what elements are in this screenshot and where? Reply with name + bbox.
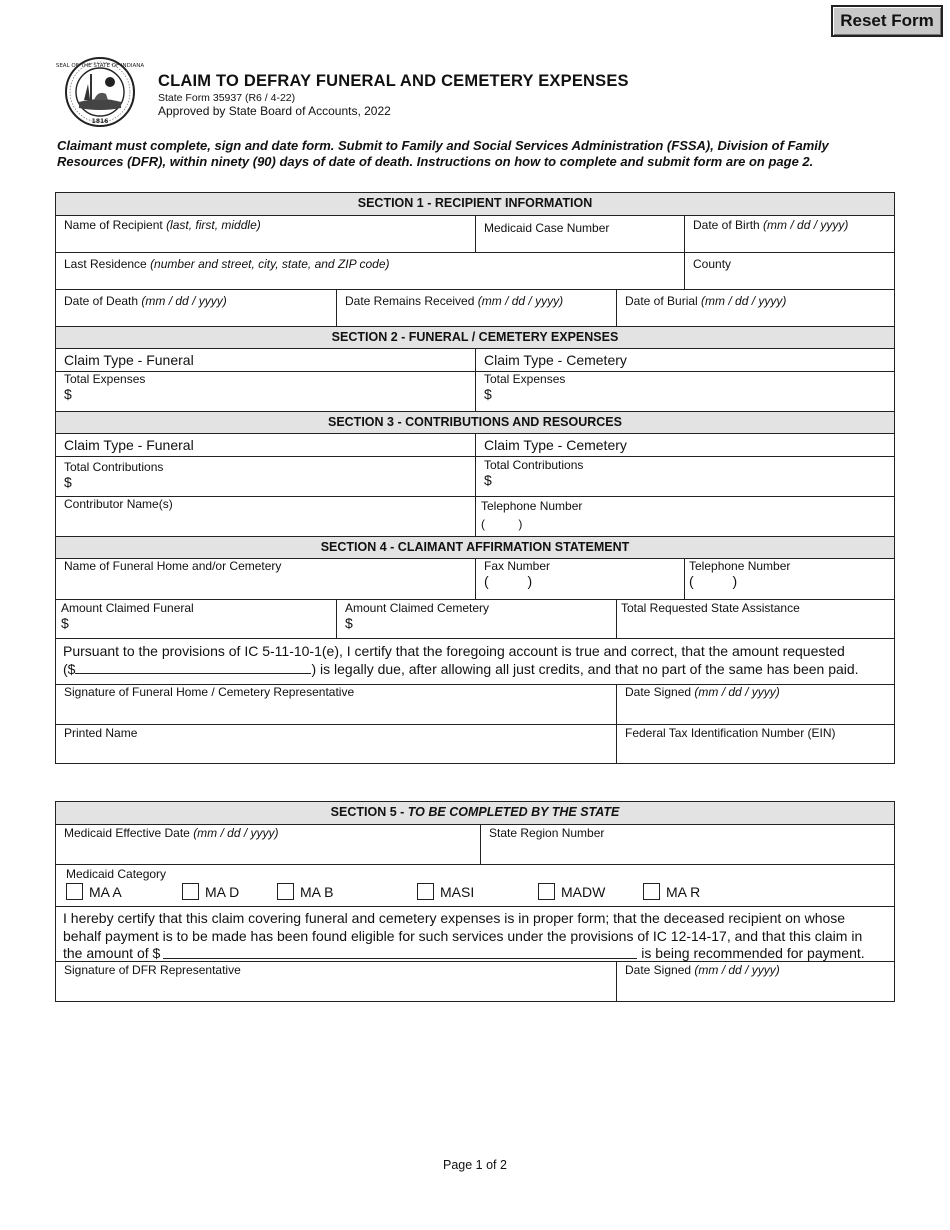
currency-symbol: $ (484, 386, 492, 402)
medicaid-effective-date-field[interactable] (56, 825, 480, 864)
dfr-certification-statement (56, 907, 894, 961)
checkbox-ma-b[interactable] (277, 883, 417, 900)
checkbox-box[interactable] (66, 883, 83, 900)
dfr-signature-field[interactable] (56, 962, 616, 1001)
remains-label: Date Remains Received (345, 294, 475, 308)
affirmation-line-2: ) is legally due, after allowing all just credits, and that no part of the same has been paid. (311, 660, 859, 677)
checkbox-label: MASI (440, 883, 475, 900)
funeral-home-label: Name of Funeral Home and/or Cemetery (64, 559, 282, 573)
checkbox-label: MADW (561, 883, 606, 900)
date-signed-hint: (mm / dd / yyyy) (694, 685, 780, 699)
funeral-home-name-field[interactable] (56, 559, 475, 599)
checkbox-masi[interactable] (417, 883, 538, 900)
dfr-date-hint: (mm / dd / yyyy) (694, 963, 780, 977)
effective-hint: (mm / dd / yyyy) (193, 826, 279, 840)
ein-field[interactable] (616, 725, 894, 763)
amt-cemetery-label: Amount Claimed Cemetery (345, 601, 490, 615)
checkbox-ma-d[interactable] (182, 883, 277, 900)
seal-text: SEAL OF THE STATE OF INDIANA (55, 63, 145, 69)
residence-label: Last Residence (64, 257, 147, 271)
residence-hint: (number and street, city, state, and ZIP code) (150, 257, 390, 271)
claim-type-funeral: Claim Type - Funeral (64, 352, 194, 368)
dfr-date-signed-field[interactable] (616, 962, 894, 1001)
dob-hint: (mm / dd / yyyy) (763, 218, 849, 232)
funeral-contributions-label: Total Contributions (64, 460, 164, 474)
cemetery-contributions-label: Total Contributions (484, 458, 584, 472)
reset-form-button[interactable]: Reset Form (831, 5, 943, 37)
date-signed-label: Date Signed (625, 685, 692, 699)
burial-hint: (mm / dd / yyyy) (701, 294, 787, 308)
requested-amount-input[interactable] (75, 661, 311, 674)
medicaid-case-label: Medicaid Case Number (484, 221, 610, 235)
recommended-amount-input[interactable] (163, 945, 637, 959)
section2-heading: SECTION 2 - FUNERAL / CEMETERY EXPENSES (56, 326, 894, 348)
recipient-name-label: Name of Recipient (64, 218, 163, 232)
contributor-phone-label: Telephone Number (481, 499, 583, 513)
printed-name-field[interactable] (56, 725, 616, 763)
checkbox-label: MA D (205, 883, 240, 900)
dob-label: Date of Birth (693, 218, 760, 232)
section5-heading-italic: TO BE COMPLETED BY THE STATE (407, 805, 620, 819)
ein-label: Federal Tax Identification Number (EIN) (625, 726, 836, 740)
form-number: State Form 35937 (R6 / 4-22) (158, 92, 296, 104)
date-signed-field[interactable] (616, 685, 894, 724)
funeral-total-contributions-field[interactable] (56, 457, 475, 496)
death-label: Date of Death (64, 294, 139, 308)
state-section (55, 801, 895, 1002)
cert-amount-suffix: is being recommended for payment. (641, 945, 865, 961)
cemetery-expenses-label: Total Expenses (484, 372, 566, 386)
recipient-name-hint: (last, first, middle) (166, 218, 261, 232)
phone-mask: ( ) (481, 517, 523, 531)
form-header (158, 72, 629, 118)
funeral-expenses-label: Total Expenses (64, 372, 146, 386)
currency-symbol: $ (484, 472, 492, 488)
date-of-burial-field[interactable] (616, 290, 894, 326)
representative-signature-field[interactable] (56, 685, 616, 724)
cemetery-total-expenses-field[interactable] (475, 372, 894, 411)
section3-heading: SECTION 3 - CONTRIBUTIONS AND RESOURCES (56, 411, 894, 433)
checkbox-ma-r[interactable] (643, 883, 700, 900)
checkbox-box[interactable] (417, 883, 434, 900)
fax-label: Fax Number (484, 559, 551, 573)
amt-funeral-label: Amount Claimed Funeral (61, 601, 194, 615)
category-label: Medicaid Category (66, 867, 167, 881)
checkbox-label: MA R (666, 883, 701, 900)
contributor-telephone-field[interactable] (475, 497, 894, 536)
amount-claimed-funeral-field[interactable] (56, 600, 336, 638)
checkbox-ma-a[interactable] (66, 883, 182, 900)
last-residence-field[interactable] (56, 253, 684, 289)
burial-label: Date of Burial (625, 294, 698, 308)
checkbox-box[interactable] (538, 883, 555, 900)
recipient-name-field[interactable] (56, 216, 475, 252)
approval-line: Approved by State Board of Accounts, 2022 (158, 104, 391, 118)
signature-label: Signature of Funeral Home / Cemetery Representative (64, 685, 355, 699)
seal-year: 1816 (91, 118, 109, 125)
county-field[interactable] (684, 253, 894, 289)
main-form (55, 192, 895, 764)
claim-type-cemetery: Claim Type - Cemetery (475, 349, 894, 371)
printed-name-label: Printed Name (64, 726, 138, 740)
currency-symbol: $ (64, 474, 72, 490)
claim-type-funeral: Claim Type - Funeral (64, 437, 194, 453)
page-number: Page 1 of 2 (443, 1158, 507, 1172)
section4-heading: SECTION 4 - CLAIMANT AFFIRMATION STATEMENT (56, 536, 894, 558)
contributor-names-field[interactable] (56, 497, 475, 536)
funeral-total-expenses-field[interactable] (56, 372, 475, 411)
affirmation-statement (56, 639, 894, 684)
section5-heading-prefix: SECTION 5 - (330, 805, 408, 819)
date-of-death-field[interactable] (56, 290, 336, 326)
phone-mask: ( ) (689, 573, 738, 589)
total-state-assistance-field[interactable] (616, 600, 894, 638)
region-label: State Region Number (489, 826, 605, 840)
cemetery-total-contributions-field[interactable] (475, 457, 894, 496)
contributor-label: Contributor Name(s) (64, 497, 173, 511)
county-label: County (693, 257, 732, 271)
fax-number-field[interactable] (475, 559, 684, 599)
currency-symbol: $ (345, 615, 353, 631)
date-of-birth-field[interactable] (684, 216, 894, 252)
home-phone-label: Telephone Number (689, 559, 791, 573)
home-telephone-field[interactable] (684, 559, 894, 599)
affirmation-open: ($ (63, 660, 76, 677)
checkbox-madw[interactable] (538, 883, 643, 900)
amount-claimed-cemetery-field[interactable] (336, 600, 616, 638)
death-hint: (mm / dd / yyyy) (141, 294, 227, 308)
form-title: CLAIM TO DEFRAY FUNERAL AND CEMETERY EXPENSES (158, 72, 629, 90)
checkbox-box[interactable] (277, 883, 294, 900)
checkbox-label: MA B (300, 883, 334, 900)
state-region-number-field[interactable] (480, 825, 894, 864)
checkbox-box[interactable] (643, 883, 660, 900)
cert-amount-prefix: the amount of $ (63, 945, 161, 961)
remains-hint: (mm / dd / yyyy) (477, 294, 564, 308)
medicaid-case-number-field[interactable] (475, 216, 684, 252)
section1-heading: SECTION 1 - RECIPIENT INFORMATION (56, 193, 894, 215)
currency-symbol: $ (61, 615, 69, 631)
currency-symbol: $ (64, 386, 72, 402)
section5-heading (56, 802, 894, 824)
claim-type-cemetery: Claim Type - Cemetery (475, 434, 894, 456)
instructions-text: Claimant must complete, sign and date form. Submit to Family and Social Services Administration (FSSA), Division of Family Resources (DFR), within ninety (90) days of date of death. Instructions on how to complete and submit form are on page 2. (57, 138, 829, 169)
checkbox-box[interactable] (182, 883, 199, 900)
total-state-label: Total Requested State Assistance (621, 601, 800, 615)
dfr-sig-label: Signature of DFR Representative (64, 963, 241, 977)
medicaid-category-group (56, 865, 894, 906)
effective-label: Medicaid Effective Date (64, 826, 190, 840)
checkbox-label: MA A (89, 883, 122, 900)
certification-text: I hereby certify that this claim covering funeral and cemetery expenses is in proper form; that the deceased recipient on whose behalf payment is to be made has been found eligible for such services under the provisions of IC 12-14-17, and that this claim in (63, 910, 863, 944)
date-remains-received-field[interactable] (336, 290, 616, 326)
dfr-date-label: Date Signed (625, 963, 692, 977)
affirmation-line-1: Pursuant to the provisions of IC 5-11-10-1(e), I certify that the foregoing account is true and correct, that the amount requested (63, 643, 845, 659)
phone-mask: ( ) (484, 573, 533, 589)
state-seal-logo (55, 56, 145, 128)
